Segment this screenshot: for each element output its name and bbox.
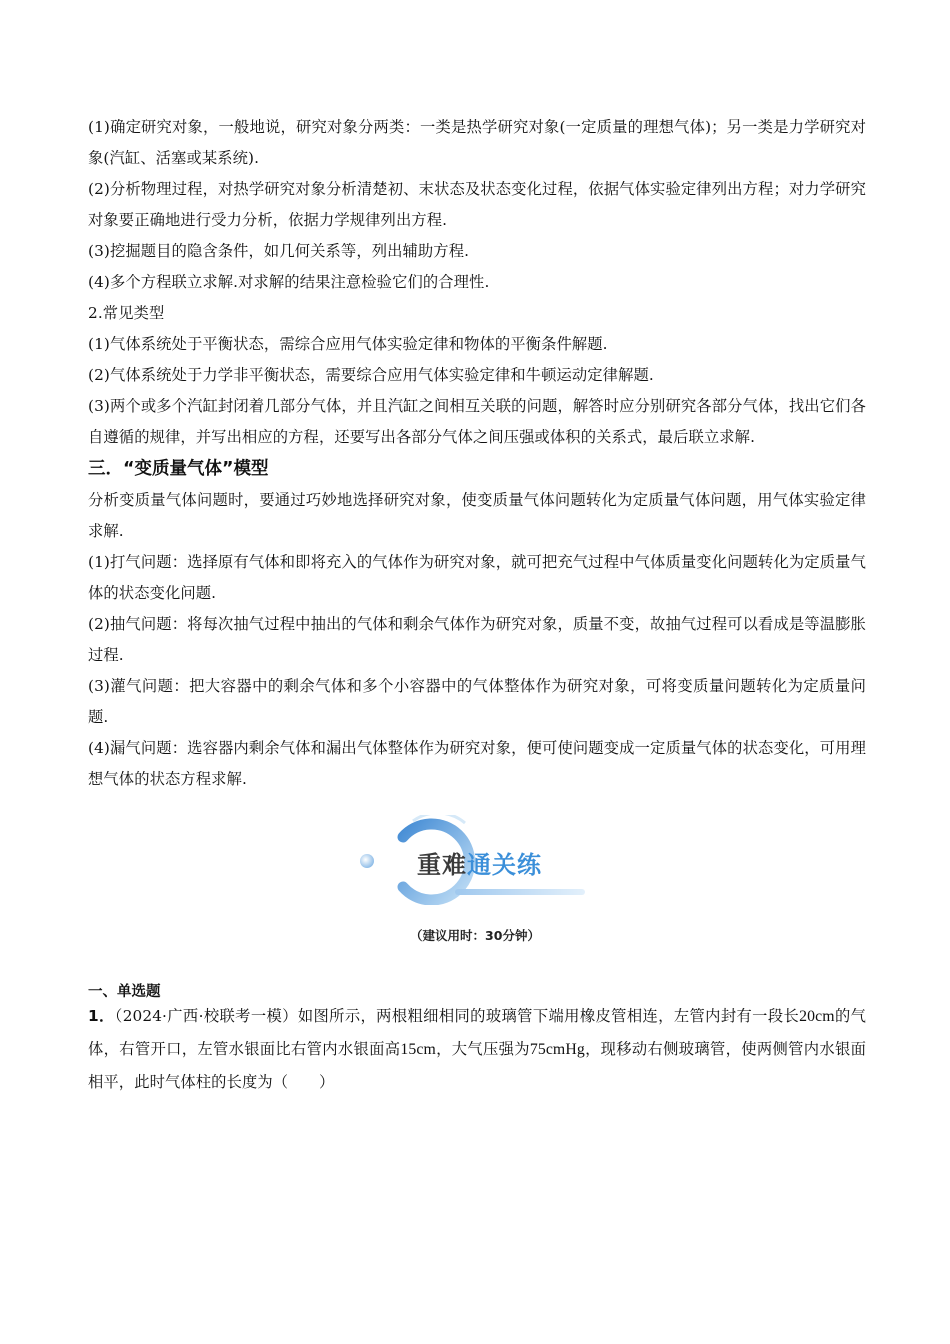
banner-title-part2: 通关练 — [467, 851, 542, 879]
paragraph: (4)漏气问题：选容器内剩余气体和漏出气体整体作为研究对象，便可使问题变成一定质量气体的状态变化，可用理想气体的状态方程求解. — [88, 739, 866, 788]
section-heading: 三．“变质量气体”模型 — [88, 459, 269, 479]
document-body — [88, 112, 866, 795]
question-number: 1． — [88, 1007, 115, 1025]
paragraph: (3)挖掘题目的隐含条件，如几何关系等，列出辅助方程. — [88, 242, 470, 260]
paragraph: (2)气体系统处于力学非平衡状态，需要综合应用气体实验定律和牛顿运动定律解题. — [88, 366, 654, 384]
question-text — [88, 1000, 866, 1098]
paragraph: (1)打气问题：选择原有气体和即将充入的气体作为研究对象，就可把充气过程中气体质量变化问题转化为定质量气体的状态变化问题. — [88, 553, 866, 602]
paragraph: (3)灌气问题：把大容器中的剩余气体和多个小容器中的气体整体作为研究对象，可将变质量问题转化为定质量问题. — [88, 677, 866, 726]
question-1 — [88, 1000, 866, 1098]
banner-title-part1: 重难 — [417, 851, 467, 879]
paragraph: (4)多个方程联立求解.对求解的结果注意检验它们的合理性. — [88, 273, 490, 291]
question-section-title: 一、单选题 — [88, 984, 161, 1000]
math-value: 75cmHg — [529, 1041, 585, 1058]
paragraph: (1)气体系统处于平衡状态，需综合应用气体实验定律和物体的平衡条件解题. — [88, 335, 608, 353]
suggested-time: （建议用时：30分钟） — [410, 928, 540, 943]
paragraph: (3)两个或多个汽缸封闭着几部分气体，并且汽缸之间相互关联的问题，解答时应分别研究各部分气体，找出它们各自遵循的规律，并写出相应的方程，还要写出各部分气体之间压强或体积的关系式，最后联立求解. — [88, 397, 866, 446]
paragraph: (2)抽气问题：将每次抽气过程中抽出的气体和剩余气体作为研究对象，质量不变，故抽气过程可以看成是等温膨胀过程. — [88, 615, 866, 664]
question-text-part: ，现移动右侧玻璃管，使两侧管内水银面相平，此时气体柱的长度为（ ） — [88, 1040, 866, 1091]
question-text-part: ，大气压强为 — [435, 1040, 530, 1058]
question-text-part: （2024·广西·校联考一模）如图所示，两根粗细相同的玻璃管下端用橡皮管相连，左管内封有一段长 — [114, 1007, 800, 1025]
math-value: 20cm — [799, 1008, 835, 1025]
practice-banner — [355, 815, 595, 905]
paragraph: 分析变质量气体问题时，要通过巧妙地选择研究对象，使变质量气体问题转化为定质量气体问题，用气体实验定律求解. — [88, 491, 866, 540]
subheading: 2.常见类型 — [88, 304, 165, 322]
banner-title — [417, 845, 542, 880]
math-value: 15cm — [400, 1041, 436, 1058]
paragraph: (2)分析物理过程，对热学研究对象分析清楚初、末状态及状态变化过程，依据气体实验定律列出方程；对力学研究对象要正确地进行受力分析，依据力学规律列出方程. — [88, 180, 866, 229]
paragraph: (1)确定研究对象，一般地说，研究对象分两类：一类是热学研究对象(一定质量的理想气体)；另一类是力学研究对象(汽缸、活塞或某系统). — [88, 118, 866, 167]
question-text-part: 的气体，右管开口，左管水银面比右管内水银面高 — [88, 1007, 867, 1058]
